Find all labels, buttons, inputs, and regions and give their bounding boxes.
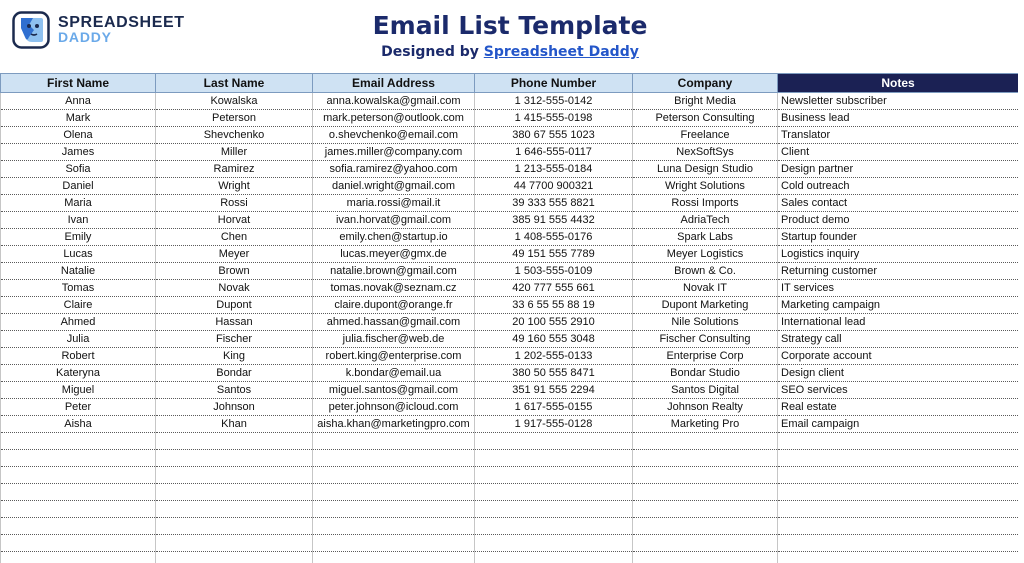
empty-cell[interactable] <box>1 518 156 535</box>
spreadsheet-daddy-link[interactable]: Spreadsheet Daddy <box>483 44 639 60</box>
first-name-cell[interactable]: Robert <box>1 348 156 365</box>
logo-wordmark <box>58 15 185 45</box>
phone-cell[interactable]: 1 503-555-0109 <box>475 263 633 280</box>
logo-wordmark-line1: SPREADSHEET <box>58 14 185 31</box>
empty-table-row <box>1 501 1019 518</box>
page-subtitle <box>300 42 720 62</box>
company-cell[interactable]: Brown & Co. <box>633 263 778 280</box>
table-row <box>1 399 1019 416</box>
empty-cell[interactable] <box>633 552 778 563</box>
table-row <box>1 382 1019 399</box>
email-cell[interactable]: emily.chen@startup.io <box>313 229 475 246</box>
company-cell[interactable]: Novak IT <box>633 280 778 297</box>
first-name-cell[interactable]: Kateryna <box>1 365 156 382</box>
empty-cell[interactable] <box>1 450 156 467</box>
empty-cell[interactable] <box>1 484 156 501</box>
empty-cell[interactable] <box>475 552 633 563</box>
empty-cell[interactable] <box>778 535 1019 552</box>
company-cell[interactable]: Dupont Marketing <box>633 297 778 314</box>
empty-cell[interactable] <box>156 535 313 552</box>
table-body <box>1 93 1019 563</box>
empty-cell[interactable] <box>156 433 313 450</box>
last-name-cell[interactable]: Rossi <box>156 195 313 212</box>
empty-cell[interactable] <box>1 433 156 450</box>
column-header-notes[interactable]: Notes <box>778 74 1019 93</box>
empty-table-row <box>1 484 1019 501</box>
first-name-cell[interactable]: Aisha <box>1 416 156 433</box>
email-cell[interactable]: k.bondar@email.ua <box>313 365 475 382</box>
email-cell[interactable]: robert.king@enterprise.com <box>313 348 475 365</box>
notes-cell[interactable]: Newsletter subscriber <box>778 93 1019 110</box>
company-cell[interactable]: Marketing Pro <box>633 416 778 433</box>
first-name-cell[interactable]: James <box>1 144 156 161</box>
subtitle-prefix: Designed by <box>381 44 484 60</box>
company-cell[interactable]: Spark Labs <box>633 229 778 246</box>
empty-cell[interactable] <box>156 501 313 518</box>
notes-cell[interactable]: Email campaign <box>778 416 1019 433</box>
phone-cell[interactable]: 1 617-555-0155 <box>475 399 633 416</box>
first-name-cell[interactable]: Olena <box>1 127 156 144</box>
empty-cell[interactable] <box>475 518 633 535</box>
empty-cell[interactable] <box>313 450 475 467</box>
empty-table-row <box>1 433 1019 450</box>
first-name-cell[interactable]: Ahmed <box>1 314 156 331</box>
table-row <box>1 110 1019 127</box>
phone-cell[interactable]: 33 6 55 55 88 19 <box>475 297 633 314</box>
phone-cell[interactable]: 1 917-555-0128 <box>475 416 633 433</box>
empty-cell[interactable] <box>633 484 778 501</box>
last-name-cell[interactable]: Ramirez <box>156 161 313 178</box>
notes-cell[interactable]: Logistics inquiry <box>778 246 1019 263</box>
email-cell[interactable]: ivan.horvat@gmail.com <box>313 212 475 229</box>
notes-cell[interactable]: Strategy call <box>778 331 1019 348</box>
column-header-last-name[interactable]: Last Name <box>156 74 313 93</box>
first-name-cell[interactable]: Mark <box>1 110 156 127</box>
phone-cell[interactable]: 1 415-555-0198 <box>475 110 633 127</box>
phone-cell[interactable]: 1 312-555-0142 <box>475 93 633 110</box>
phone-cell[interactable]: 49 151 555 7789 <box>475 246 633 263</box>
empty-cell[interactable] <box>475 501 633 518</box>
last-name-cell[interactable]: Peterson <box>156 110 313 127</box>
email-cell[interactable]: claire.dupont@orange.fr <box>313 297 475 314</box>
phone-cell[interactable]: 351 91 555 2294 <box>475 382 633 399</box>
company-cell[interactable]: Bondar Studio <box>633 365 778 382</box>
column-header-email-address[interactable]: Email Address <box>313 74 475 93</box>
email-cell[interactable]: julia.fischer@web.de <box>313 331 475 348</box>
empty-cell[interactable] <box>475 467 633 484</box>
table-row <box>1 127 1019 144</box>
phone-cell[interactable]: 1 202-555-0133 <box>475 348 633 365</box>
phone-cell[interactable]: 49 160 555 3048 <box>475 331 633 348</box>
column-header-phone-number[interactable]: Phone Number <box>475 74 633 93</box>
column-header-first-name[interactable]: First Name <box>1 74 156 93</box>
phone-cell[interactable]: 1 408-555-0176 <box>475 229 633 246</box>
company-cell[interactable]: Santos Digital <box>633 382 778 399</box>
company-cell[interactable]: Fischer Consulting <box>633 331 778 348</box>
empty-cell[interactable] <box>633 518 778 535</box>
notes-cell[interactable]: IT services <box>778 280 1019 297</box>
notes-cell[interactable]: Marketing campaign <box>778 297 1019 314</box>
table-row <box>1 297 1019 314</box>
email-cell[interactable]: maria.rossi@mail.it <box>313 195 475 212</box>
last-name-cell[interactable]: Chen <box>156 229 313 246</box>
first-name-cell[interactable]: Natalie <box>1 263 156 280</box>
last-name-cell[interactable]: Santos <box>156 382 313 399</box>
empty-cell[interactable] <box>633 450 778 467</box>
company-cell[interactable]: Peterson Consulting <box>633 110 778 127</box>
email-cell[interactable]: peter.johnson@icloud.com <box>313 399 475 416</box>
phone-cell[interactable]: 1 213-555-0184 <box>475 161 633 178</box>
first-name-cell[interactable]: Maria <box>1 195 156 212</box>
phone-cell[interactable]: 380 67 555 1023 <box>475 127 633 144</box>
last-name-cell[interactable]: Khan <box>156 416 313 433</box>
empty-cell[interactable] <box>475 484 633 501</box>
table-row <box>1 365 1019 382</box>
table-row <box>1 161 1019 178</box>
phone-cell[interactable]: 420 777 555 661 <box>475 280 633 297</box>
company-cell[interactable]: Luna Design Studio <box>633 161 778 178</box>
first-name-cell[interactable]: Claire <box>1 297 156 314</box>
table-row <box>1 348 1019 365</box>
empty-cell[interactable] <box>475 433 633 450</box>
empty-cell[interactable] <box>633 433 778 450</box>
notes-cell[interactable]: Design client <box>778 365 1019 382</box>
last-name-cell[interactable]: Dupont <box>156 297 313 314</box>
company-cell[interactable]: AdriaTech <box>633 212 778 229</box>
first-name-cell[interactable]: Peter <box>1 399 156 416</box>
column-header-company[interactable]: Company <box>633 74 778 93</box>
empty-cell[interactable] <box>156 552 313 563</box>
company-cell[interactable]: Enterprise Corp <box>633 348 778 365</box>
email-cell[interactable]: james.miller@company.com <box>313 144 475 161</box>
header-row <box>1 74 1019 93</box>
first-name-cell[interactable]: Sofia <box>1 161 156 178</box>
table-row <box>1 93 1019 110</box>
empty-table-row <box>1 535 1019 552</box>
logo-wordmark-line2: DADDY <box>58 29 112 45</box>
table-row <box>1 212 1019 229</box>
last-name-cell[interactable]: Fischer <box>156 331 313 348</box>
empty-cell[interactable] <box>313 467 475 484</box>
table-row <box>1 263 1019 280</box>
email-cell[interactable]: sofia.ramirez@yahoo.com <box>313 161 475 178</box>
email-cell[interactable]: o.shevchenko@email.com <box>313 127 475 144</box>
email-cell[interactable]: daniel.wright@gmail.com <box>313 178 475 195</box>
email-cell[interactable]: tomas.novak@seznam.cz <box>313 280 475 297</box>
empty-cell[interactable] <box>1 501 156 518</box>
table-row <box>1 280 1019 297</box>
empty-table-row <box>1 552 1019 563</box>
empty-cell[interactable] <box>475 535 633 552</box>
spreadsheet-daddy-logo[interactable] <box>12 10 192 50</box>
title-block <box>300 10 720 62</box>
empty-cell[interactable] <box>156 518 313 535</box>
last-name-cell[interactable]: Brown <box>156 263 313 280</box>
last-name-cell[interactable]: Hassan <box>156 314 313 331</box>
empty-cell[interactable] <box>778 467 1019 484</box>
empty-cell[interactable] <box>313 535 475 552</box>
notes-cell[interactable]: SEO services <box>778 382 1019 399</box>
table-row <box>1 314 1019 331</box>
last-name-cell[interactable]: Horvat <box>156 212 313 229</box>
empty-cell[interactable] <box>778 433 1019 450</box>
phone-cell[interactable]: 44 7700 900321 <box>475 178 633 195</box>
first-name-cell[interactable]: Anna <box>1 93 156 110</box>
email-cell[interactable]: natalie.brown@gmail.com <box>313 263 475 280</box>
empty-cell[interactable] <box>778 484 1019 501</box>
empty-cell[interactable] <box>156 467 313 484</box>
email-list-table <box>0 73 1019 563</box>
company-cell[interactable]: Bright Media <box>633 93 778 110</box>
table-row <box>1 229 1019 246</box>
last-name-cell[interactable]: King <box>156 348 313 365</box>
notes-cell[interactable]: Business lead <box>778 110 1019 127</box>
last-name-cell[interactable]: Miller <box>156 144 313 161</box>
last-name-cell[interactable]: Shevchenko <box>156 127 313 144</box>
notes-cell[interactable]: Translator <box>778 127 1019 144</box>
last-name-cell[interactable]: Meyer <box>156 246 313 263</box>
empty-table-row <box>1 518 1019 535</box>
empty-cell[interactable] <box>1 552 156 563</box>
empty-cell[interactable] <box>778 501 1019 518</box>
company-cell[interactable]: Freelance <box>633 127 778 144</box>
first-name-cell[interactable]: Emily <box>1 229 156 246</box>
email-cell[interactable]: ahmed.hassan@gmail.com <box>313 314 475 331</box>
empty-cell[interactable] <box>1 467 156 484</box>
email-cell[interactable]: lucas.meyer@gmx.de <box>313 246 475 263</box>
notes-cell[interactable]: Sales contact <box>778 195 1019 212</box>
table-row <box>1 246 1019 263</box>
empty-cell[interactable] <box>1 535 156 552</box>
email-cell[interactable]: anna.kowalska@gmail.com <box>313 93 475 110</box>
email-cell[interactable]: mark.peterson@outlook.com <box>313 110 475 127</box>
empty-cell[interactable] <box>313 484 475 501</box>
notes-cell[interactable]: International lead <box>778 314 1019 331</box>
table-row <box>1 195 1019 212</box>
notes-cell[interactable]: Cold outreach <box>778 178 1019 195</box>
empty-cell[interactable] <box>313 518 475 535</box>
empty-cell[interactable] <box>156 450 313 467</box>
empty-table-row <box>1 450 1019 467</box>
first-name-cell[interactable]: Daniel <box>1 178 156 195</box>
logo-face-icon <box>12 11 50 49</box>
empty-cell[interactable] <box>633 535 778 552</box>
empty-cell[interactable] <box>475 450 633 467</box>
table-row <box>1 416 1019 433</box>
notes-cell[interactable]: Client <box>778 144 1019 161</box>
company-cell[interactable]: Rossi Imports <box>633 195 778 212</box>
company-cell[interactable]: NexSoftSys <box>633 144 778 161</box>
empty-cell[interactable] <box>156 484 313 501</box>
empty-cell[interactable] <box>313 501 475 518</box>
email-cell[interactable]: miguel.santos@gmail.com <box>313 382 475 399</box>
notes-cell[interactable]: Product demo <box>778 212 1019 229</box>
last-name-cell[interactable]: Kowalska <box>156 93 313 110</box>
first-name-cell[interactable]: Miguel <box>1 382 156 399</box>
empty-cell[interactable] <box>778 518 1019 535</box>
notes-cell[interactable]: Real estate <box>778 399 1019 416</box>
empty-cell[interactable] <box>778 552 1019 563</box>
notes-cell[interactable]: Returning customer <box>778 263 1019 280</box>
company-cell[interactable]: Meyer Logistics <box>633 246 778 263</box>
notes-cell[interactable]: Design partner <box>778 161 1019 178</box>
phone-cell[interactable]: 20 100 555 2910 <box>475 314 633 331</box>
first-name-cell[interactable]: Lucas <box>1 246 156 263</box>
phone-cell[interactable]: 380 50 555 8471 <box>475 365 633 382</box>
empty-cell[interactable] <box>633 501 778 518</box>
empty-cell[interactable] <box>313 552 475 563</box>
first-name-cell[interactable]: Ivan <box>1 212 156 229</box>
last-name-cell[interactable]: Johnson <box>156 399 313 416</box>
email-list-sheet <box>0 73 1024 563</box>
table-row <box>1 178 1019 195</box>
empty-cell[interactable] <box>313 433 475 450</box>
empty-table-row <box>1 467 1019 484</box>
table-row <box>1 331 1019 348</box>
table-row <box>1 144 1019 161</box>
company-cell[interactable]: Johnson Realty <box>633 399 778 416</box>
phone-cell[interactable]: 385 91 555 4432 <box>475 212 633 229</box>
last-name-cell[interactable]: Bondar <box>156 365 313 382</box>
first-name-cell[interactable]: Julia <box>1 331 156 348</box>
last-name-cell[interactable]: Wright <box>156 178 313 195</box>
phone-cell[interactable]: 39 333 555 8821 <box>475 195 633 212</box>
first-name-cell[interactable]: Tomas <box>1 280 156 297</box>
company-cell[interactable]: Nile Solutions <box>633 314 778 331</box>
empty-cell[interactable] <box>778 450 1019 467</box>
empty-cell[interactable] <box>633 467 778 484</box>
sheet-right-edge <box>1018 73 1024 563</box>
notes-cell[interactable]: Corporate account <box>778 348 1019 365</box>
page-title: Email List Template <box>372 11 648 40</box>
notes-cell[interactable]: Startup founder <box>778 229 1019 246</box>
company-cell[interactable]: Wright Solutions <box>633 178 778 195</box>
last-name-cell[interactable]: Novak <box>156 280 313 297</box>
phone-cell[interactable]: 1 646-555-0117 <box>475 144 633 161</box>
email-cell[interactable]: aisha.khan@marketingpro.com <box>313 416 475 433</box>
